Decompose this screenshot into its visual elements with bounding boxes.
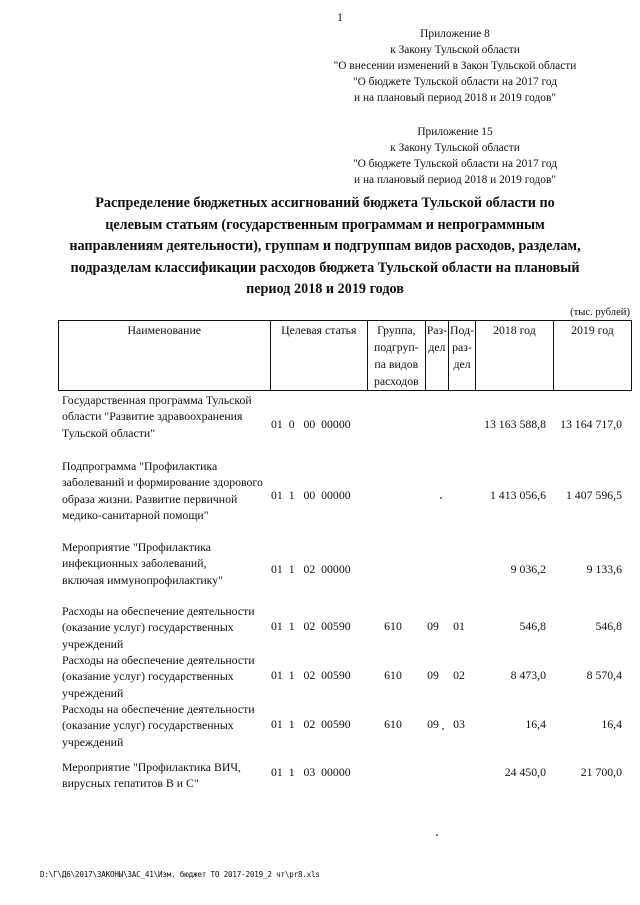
row-name: Подпрограмма "Профилактика заболеваний и формирование здорового образа жизни. Развитие первичной медико-санитарной помощи" [62, 459, 263, 523]
row-2019: 16,4 [601, 717, 622, 731]
file-path-footer: D:\Г\Д6\2017\ЗАКОНЫ\ЗАС_41\Изм. бюджет ТО 2017-2019_2 чт\pr8.xls [40, 870, 320, 879]
header-podrazdel-line: Под- [450, 323, 475, 337]
header-razdel-line: дел [428, 340, 446, 354]
row-name: Мероприятие "Профилактика ВИЧ, вирусных гепатитов В и С" [62, 760, 241, 791]
page-number: 1 [337, 10, 343, 24]
row-name: Государственная программа Тульской области "Развитие здравоохранения Тульской области" [62, 393, 252, 440]
header-2019: 2019 год [553, 321, 631, 391]
row-group: 610 [384, 619, 402, 633]
table-header [58, 320, 632, 391]
row-target-code: 01 0 00 00000 [271, 417, 351, 431]
header-razdel-line: Раз- [426, 323, 448, 337]
header-group-line: подгруп- [374, 340, 419, 354]
header-podrazdel-line: раз- [452, 340, 472, 354]
appendix-8-line: к Закону Тульской области [390, 44, 520, 56]
document-title [55, 193, 595, 301]
row-target-code: 01 1 02 00000 [271, 562, 351, 576]
row-2018: 16,4 [525, 717, 546, 731]
scan-speck [436, 834, 438, 836]
row-2018: 8 473,0 [510, 668, 546, 682]
appendix-8-line: и на плановый период 2018 и 2019 годов" [354, 92, 556, 104]
header-podrazdel-line: дел [453, 357, 471, 371]
header-2018: 2018 год [475, 321, 553, 391]
row-target-code: 01 1 03 00000 [271, 765, 351, 779]
units-label: (тыс. рублей) [570, 307, 630, 318]
row-razdel: 09 [427, 619, 439, 633]
appendix-15-line: "О бюджете Тульской области на 2017 год [352, 158, 558, 170]
row-name: Мероприятие "Профилактика инфекционных заболеваний, включая иммунопрофилактику" [62, 540, 223, 587]
row-target-code: 01 1 02 00590 [271, 619, 351, 633]
row-podrazdel: 02 [453, 668, 465, 682]
title-line: период 2018 и 2019 годов [246, 281, 404, 297]
row-2018: 546,8 [519, 619, 546, 633]
row-2019: 1 407 596,5 [565, 488, 622, 502]
row-target-code: 01 1 00 00000 [271, 488, 351, 502]
appendix-8-line: "О внесении изменений в Закон Тульской области [333, 60, 577, 72]
row-razdel: 09 [427, 668, 439, 682]
appendix-15-header [320, 124, 590, 188]
appendix-15-line: к Закону Тульской области [390, 142, 520, 154]
row-2019: 13 164 717,0 [560, 417, 622, 431]
appendix-15-line: и на плановый период 2018 и 2019 годов" [354, 174, 556, 186]
scan-speck [440, 497, 442, 499]
row-2018: 1 413 056,6 [489, 488, 546, 502]
appendix-15-line: Приложение 15 [417, 126, 493, 138]
row-podrazdel: 03 [453, 717, 465, 731]
row-group: 610 [384, 668, 402, 682]
header-target: Целевая статья [270, 321, 368, 391]
scan-speck [442, 728, 444, 730]
header-razdel [425, 321, 449, 391]
header-podrazdel [449, 321, 476, 391]
header-name: Наименование [59, 321, 271, 391]
row-group: 610 [384, 717, 402, 731]
row-2019: 546,8 [595, 619, 622, 633]
row-2018: 13 163 588,8 [484, 417, 546, 431]
row-2019: 9 133,6 [586, 562, 622, 576]
row-podrazdel: 01 [453, 619, 465, 633]
header-group-line: расходов [373, 374, 419, 388]
row-2018: 9 036,2 [510, 562, 546, 576]
row-razdel: 09 [427, 717, 439, 731]
title-line: подразделам классификации расходов бюджета Тульской области на плановый [70, 259, 580, 276]
appendix-8-line: Приложение 8 [420, 28, 490, 40]
row-2018: 24 450,0 [504, 765, 546, 779]
row-target-code: 01 1 02 00590 [271, 717, 351, 731]
title-line: целевым статьям (государственным программам и непрограммным [105, 216, 545, 233]
row-name: Расходы на обеспечение деятельности (оказание услуг) государственных учреждений [62, 702, 255, 749]
header-group-line: па видов [374, 357, 419, 371]
header-group-line: Группа, [377, 323, 416, 337]
row-target-code: 01 1 02 00590 [271, 668, 351, 682]
appendix-8-header [320, 26, 590, 106]
header-group [368, 321, 426, 391]
title-line: направлениям деятельности), группам и подгруппам видов расходов, разделам, [69, 238, 581, 254]
row-2019: 21 700,0 [580, 765, 622, 779]
row-name: Расходы на обеспечение деятельности (оказание услуг) государственных учреждений [62, 604, 255, 651]
appendix-8-line: "О бюджете Тульской области на 2017 год [352, 76, 558, 88]
row-name: Расходы на обеспечение деятельности (оказание услуг) государственных учреждений [62, 653, 255, 700]
title-line: Распределение бюджетных ассигнований бюджета Тульской области по [95, 195, 555, 211]
row-2019: 8 570,4 [586, 668, 622, 682]
